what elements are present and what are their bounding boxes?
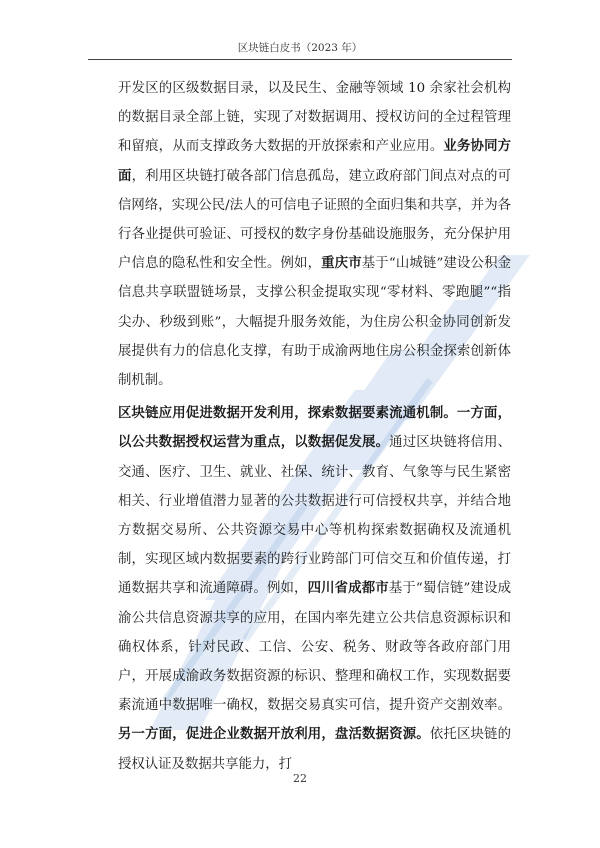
page-header [88,40,512,60]
p1-seg-5: 基于“山城链”建设公积金信息共享联盟链场景，支撑公积金提取实现“零材料、零跑腿”“指尖办、秒级到账”，大幅提升服务效能，为住房公积金协同创新发展提供有力的信息化支撑，有助于成渝两地住房公积金探索创新体制机制。 [118,256,512,389]
p2-bold-other-side: 另一方面，促进企业数据开放利用，盘活数据资源。 [118,727,430,743]
p1-bold-topic: 业务协同方面 [118,139,512,184]
paragraph-2 [92,399,511,779]
page-number: 22 [293,772,307,785]
paragraph-1 [92,74,511,395]
p1-seg-1: 开发区的区级数据目录，以及民生、金融等领域 10 余家社会机构的数据目录全部上链，实现了对数据调用、授权访问的全过程管理和留痕，从而支撑政务大数据的开放探索和产业应用。 [118,81,511,155]
body-content [92,74,511,779]
p2-bold-heading: 区块链应用促进数据开发利用，探索数据要素流通机制。一方面，以公共数据授权运营为重点，以数据促发展。 [118,406,511,451]
p2-seg-6: 依托区块链的授权认证及数据共享能力，打 [118,727,512,772]
p2-seg-2: 通过区块链将信用、交通、医疗、卫生、就业、社保、统计、教育、气象等与民生紧密相关、行业增值潜力显著的公共数据进行可信授权共享，并结合地方数据交易所、公共资源交易中心等机构探索数据确权及流通机制，实现区域内数据要素的跨行业跨部门可信交互和价值传递，打通数据共享和流通障碍。例如， [118,435,512,597]
p1-bold-city: 重庆市 [321,256,362,272]
p2-bold-city: 四川省成都市 [307,581,389,597]
header-title: 区块链白皮书（2023 年） [237,42,363,54]
p2-seg-4: 基于“蜀信链”建设成渝公共信息资源共享的应用，在国内率先建立公共信息资源标识和确权体系，针对民政、工信、公安、税务、财政等各政府部门用户，开展成渝政务数据资源的标识、整理和确权工作，实现数据要素流通中数据唯一确权，数据交易真实可信，提升资产交割效率。 [118,581,511,714]
p1-seg-3: ，利用区块链打破各部门信息孤岛，建立政府部门间点对点的可信网络，实现公民/法人的可信电子证照的全面归集和共享，并为各行各业提供可验证、可授权的数字身份基础设施服务，充分保护用户信息的隐私性和安全性。例如， [118,168,512,272]
